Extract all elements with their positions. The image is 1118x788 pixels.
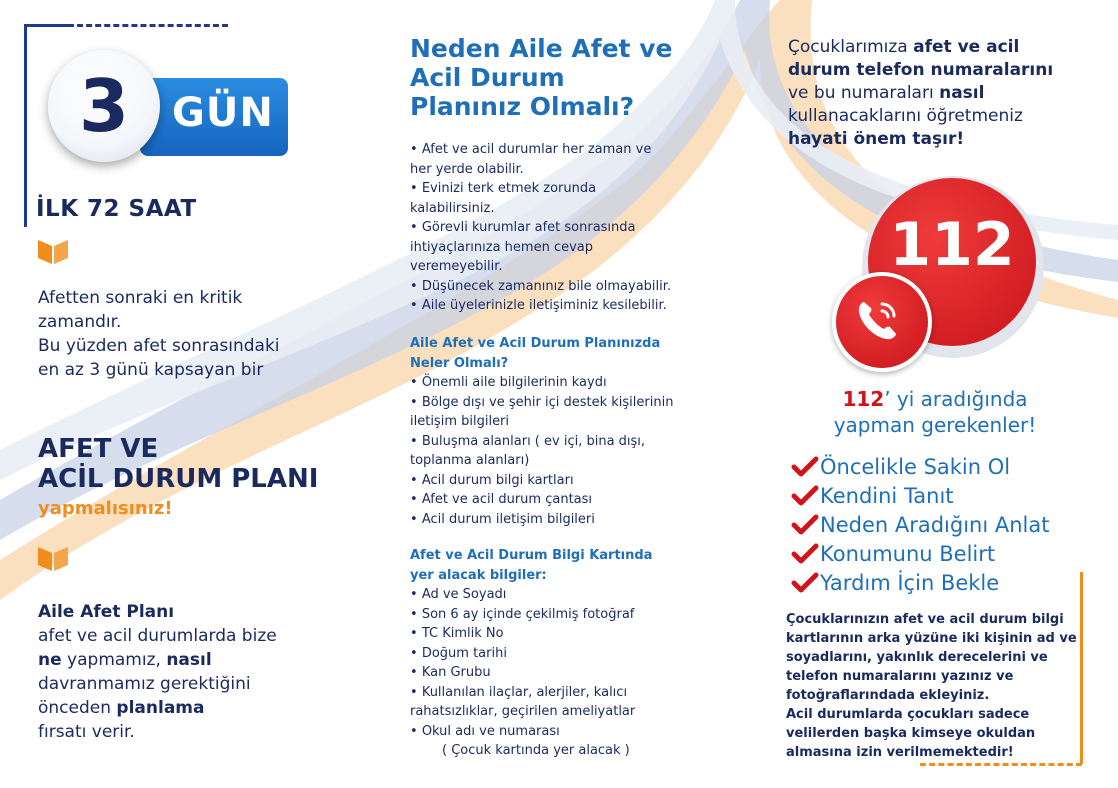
section-heading: Neler Olmalı? [410,355,509,371]
bold-word: nasıl [939,83,985,103]
plan-suffix: yapmalısınız! [38,498,173,519]
list-item: • Acil durum iletişim bilgileri [410,510,710,530]
phone-icon [850,292,906,348]
title-line: Planınız Olmalı? [410,92,635,121]
dashed-line-top [68,24,228,27]
list-item: toplanma alanları) [410,453,530,468]
call-instructions-heading [790,386,1080,438]
note-line: soyadlarını, yakınlık derecelerini ve [786,650,1048,665]
list-item: • Düşünecek zamanınız bile olmayabilir. [410,277,710,297]
step-label: Neden Aradığını Anlat [820,512,1050,537]
note-line: Çocuklarınızın afet ve acil durum bilgi [786,612,1064,627]
bold-word: afet ve acil [913,37,1020,57]
text-line: kullanacaklarını öğretmeniz [788,106,1023,126]
info-card-list [410,546,710,761]
call-line [790,386,1080,412]
open-book-icon [36,543,70,573]
step-label: Öncelikle Sakin Ol [820,454,1011,479]
title-line: Neden Aile Afet ve [410,34,673,63]
red-check-icon [790,572,820,594]
bold-word: hayati önem taşır! [788,129,965,149]
why-list [410,140,710,316]
text-line [788,36,1088,59]
critical-line: zamandır. [38,312,122,332]
bold-word: ne [38,650,62,670]
text-fragment: ve bu numaraları [788,83,940,103]
critical-line: en az 3 günü kapsayan bir [38,360,264,380]
plan-title [38,434,318,494]
red-check-icon [790,485,820,507]
days-number: 3 [78,64,130,148]
days-unit: GÜN [172,90,274,136]
list-item: ( Çocuk kartında yer alacak ) [442,743,630,758]
teach-children-text [788,36,1088,151]
red-check-icon [790,543,820,565]
red-check-icon [790,514,820,536]
list-item: • Okul adı ve numarası [410,722,710,742]
plan-contents-list [410,334,710,529]
note-line: kartlarının arka yüzüne iki kişinin ad ve [786,631,1077,646]
family-plan-title: Aile Afet Planı [38,602,175,622]
call-line: yapman gerekenler! [833,413,1037,437]
note-line: velilerden başka kimseye okuldan [786,726,1036,741]
critical-time-text [38,286,318,382]
section-heading: Afet ve Acil Durum Bilgi Kartında [410,548,653,563]
bold-word: nasıl [166,650,212,670]
family-plan-text [38,600,338,744]
why-plan-title [410,34,710,121]
list-item: • Doğum tarihi [410,644,710,664]
call-number: 112 [842,387,885,411]
card-note-text [786,610,1082,762]
text-fragment: ’ yi aradığında [884,387,1028,411]
list-item: • Ad ve Soyadı [410,585,710,605]
note-line: almasına izin verilmemektedir! [786,745,1014,760]
step-label: Kendini Tanıt [820,483,954,508]
family-plan-line: davranmamız gerektiğini [38,674,251,694]
call-step [790,481,1050,510]
red-check-icon [790,456,820,478]
note-line: Acil durumlarda çocukları sadece [786,707,1030,722]
list-item: • Kan Grubu [410,663,710,683]
open-book-icon [36,236,70,266]
list-item: • Aile üyelerinizle iletişiminiz kesilebilir. [410,296,710,316]
critical-line: Bu yüzden afet sonrasındaki [38,336,280,356]
call-steps-list [790,452,1050,597]
family-plan-line: afet ve acil durumlarda bize [38,626,277,646]
dashed-line-bottom [920,763,1082,766]
list-item: • Bölge dışı ve şehir içi destek kişilerinin [410,393,710,413]
text-fragment: önceden [38,698,117,718]
frame-corner-right [1080,572,1083,764]
text-fragment: yapmamız, [61,650,167,670]
family-plan-line [38,696,338,720]
note-line: telefon numaralarını yazınız ve [786,669,1014,684]
bold-word: durum telefon numaralarını [788,60,1054,80]
call-step [790,568,1050,597]
title-line: Acil Durum [410,63,565,92]
list-item: • Görevli kurumlar afet sonrasında [410,218,710,238]
text-line [788,59,1088,82]
call-step [790,510,1050,539]
list-item: veremeyebilir. [410,259,503,274]
text-line [788,82,1088,105]
list-item: • Acil durum bilgi kartları [410,471,710,491]
note-line: fotoğraflarındada ekleyiniz. [786,688,990,703]
list-item: • Önemli aile bilgilerinin kaydı [410,373,710,393]
plan-title-line: ACİL DURUM PLANI [38,464,319,494]
list-item: • Afet ve acil durum çantası [410,490,710,510]
list-item: • Afet ve acil durumlar her zaman ve [410,140,710,160]
call-step [790,539,1050,568]
text-line [788,128,1088,151]
step-label: Yardım İçin Bekle [820,570,1000,595]
step-label: Konumunu Belirt [820,541,996,566]
text-fragment: Çocuklarımıza [788,37,914,57]
list-item: • Buluşma alanları ( ev içi, bina dışı, [410,432,710,452]
critical-line: Afetten sonraki en kritik [38,288,243,308]
bold-word: planlama [116,698,205,718]
section-heading: yer alacak bilgiler: [410,567,547,583]
plan-title-line: AFET VE [38,434,159,464]
list-item: rahatsızlıklar, geçirilen ameliyatlar [410,704,636,719]
list-item: • Son 6 ay içinde çekilmiş fotoğraf [410,605,710,625]
first-72-hours-heading: İLK 72 SAAT [36,196,197,222]
list-item: • TC Kimlik No [410,624,710,644]
list-item: • Evinizi terk etmek zorunda [410,179,710,199]
list-item: kalabilirsiniz. [410,200,495,216]
list-item: ihtiyaçlarınıza hemen cevap [410,239,594,255]
list-item: her yerde olabilir. [410,161,524,177]
emergency-number: 112 [889,210,1015,280]
family-plan-line [38,648,338,672]
family-plan-line: fırsatı verir. [38,722,135,742]
list-item: iletişim bilgileri [410,414,510,429]
list-item: • Kullanılan ilaçlar, alerjiler, kalıcı [410,683,710,703]
section-heading: Aile Afet ve Acil Durum Planınızda [410,336,661,351]
call-step [790,452,1050,481]
